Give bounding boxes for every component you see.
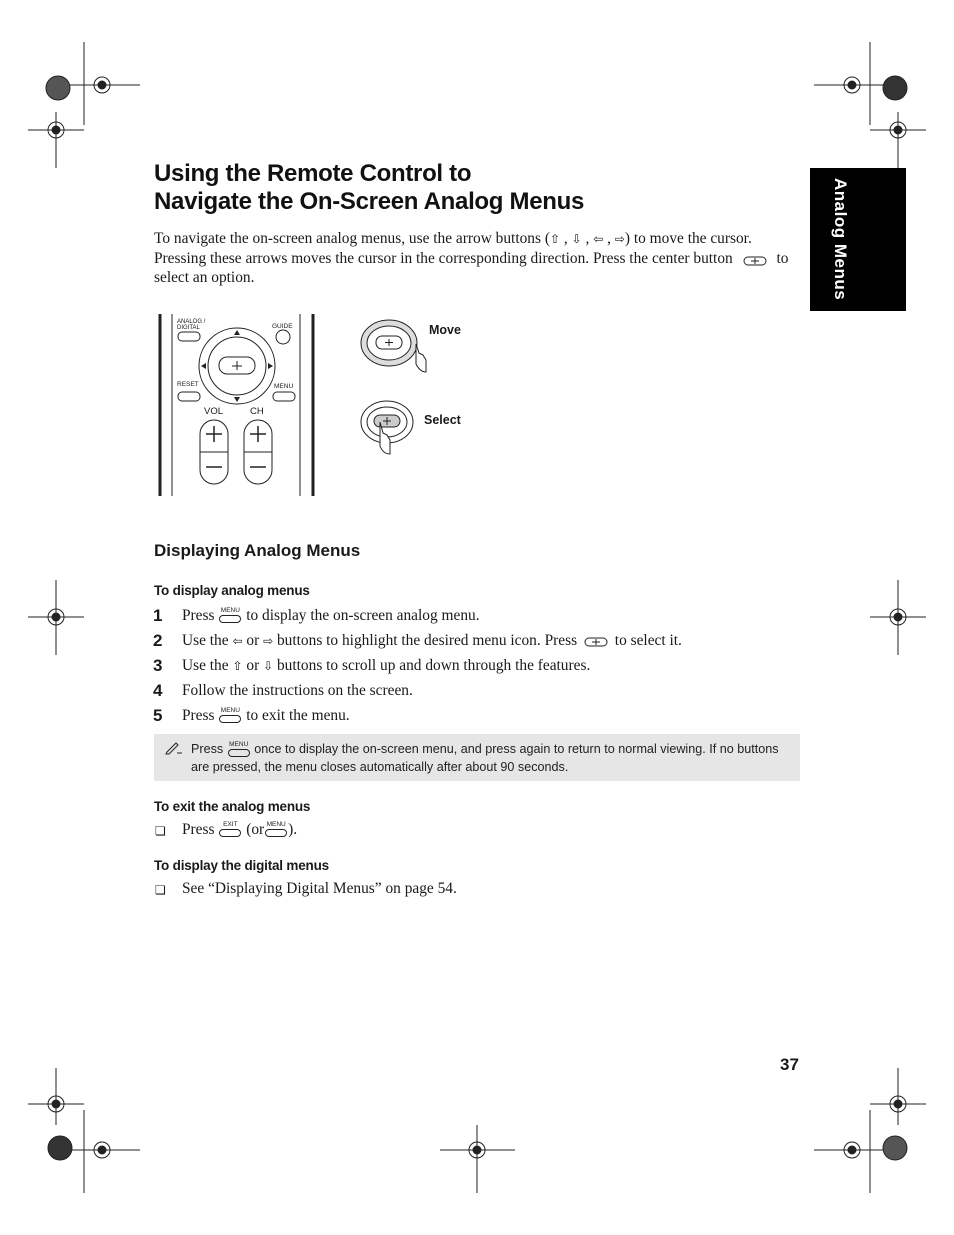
step-number: 1 bbox=[153, 606, 163, 625]
note-post: once to display the on-screen menu, and press again to return to normal viewing. If no buttons are pressed, the menu closes automatically after about 90 seconds. bbox=[191, 742, 779, 774]
menu-button-icon-pill bbox=[219, 615, 241, 623]
section-heading: Displaying Analog Menus bbox=[154, 541, 361, 560]
move-label: Move bbox=[429, 323, 461, 337]
reset-label: RESET bbox=[177, 381, 199, 388]
step-text bbox=[182, 707, 350, 725]
exit-button-icon-pill bbox=[219, 829, 241, 837]
intro-paragraph bbox=[154, 229, 804, 287]
exit-item-mid: (or bbox=[246, 821, 265, 838]
subheading-display: To display analog menus bbox=[154, 583, 310, 598]
step-2-pre: Use the bbox=[182, 632, 229, 649]
exit-item-pre: Press bbox=[182, 821, 215, 838]
step-5-pre: Press bbox=[182, 707, 215, 724]
intro-sep-1: , bbox=[560, 230, 572, 247]
select-figure bbox=[358, 400, 478, 460]
menu-button-icon-label: MENU bbox=[220, 707, 240, 715]
bullet-icon: ❏ bbox=[155, 883, 166, 897]
step-number: 5 bbox=[153, 706, 163, 725]
note-pre: Press bbox=[191, 742, 224, 756]
step-2-post: buttons to highlight the desired menu icon. Press bbox=[276, 632, 578, 649]
remote-control-svg bbox=[158, 314, 318, 498]
move-figure bbox=[358, 318, 478, 378]
step-text bbox=[182, 632, 682, 650]
menu-button-icon-label: MENU bbox=[220, 607, 240, 615]
ch-label: CH bbox=[250, 406, 264, 417]
menu-button-icon bbox=[218, 709, 242, 723]
left-arrow-icon: ⇦ bbox=[593, 232, 604, 246]
step-number: 3 bbox=[153, 656, 163, 675]
remote-control-illustration bbox=[158, 314, 318, 498]
intro-text-1: To navigate the on-screen analog menus, use the arrow buttons ( bbox=[154, 230, 550, 247]
step-5-post: to exit the menu. bbox=[246, 707, 350, 724]
up-arrow-icon: ⇧ bbox=[232, 659, 243, 673]
step-3-pre: Use the bbox=[182, 657, 229, 674]
move-button-svg bbox=[358, 318, 428, 378]
right-arrow-icon: ⇨ bbox=[263, 634, 274, 648]
step-text bbox=[182, 607, 480, 625]
menu-button-icon-pill bbox=[219, 715, 241, 723]
menu-button-icon-pill bbox=[228, 749, 250, 757]
step-1-post: to display the on-screen analog menu. bbox=[246, 607, 480, 624]
center-button-icon bbox=[743, 253, 767, 265]
step-2-mid: or bbox=[246, 632, 260, 649]
page-number: 37 bbox=[780, 1055, 799, 1074]
menu-button-icon bbox=[218, 609, 242, 623]
down-arrow-icon: ⇩ bbox=[263, 659, 274, 673]
digital-item: See “Displaying Digital Menus” on page 54. bbox=[182, 880, 457, 897]
bullet-icon: ❏ bbox=[155, 824, 166, 838]
intro-text-3: to select an option. bbox=[154, 250, 789, 286]
exit-button-icon-label: EXIT bbox=[223, 821, 238, 829]
exit-button-icon bbox=[218, 823, 242, 837]
step-number: 4 bbox=[153, 681, 163, 700]
section-tab bbox=[810, 168, 906, 311]
step-text bbox=[182, 657, 590, 675]
step-3-post: buttons to scroll up and down through the features. bbox=[276, 657, 591, 674]
menu-button-icon bbox=[264, 823, 288, 837]
step-3-mid: or bbox=[246, 657, 260, 674]
subheading-exit: To exit the analog menus bbox=[154, 799, 311, 814]
note-box bbox=[154, 734, 800, 781]
menu-button-icon-label: MENU bbox=[229, 740, 249, 748]
down-arrow-icon: ⇩ bbox=[571, 232, 582, 246]
subheading-digital: To display the digital menus bbox=[154, 858, 329, 873]
guide-label: GUIDE bbox=[272, 323, 293, 330]
menu-button-icon-label: MENU bbox=[266, 821, 286, 829]
center-button-icon bbox=[584, 635, 608, 647]
exit-item bbox=[182, 821, 297, 839]
page-title-line-2: Navigate the On-Screen Analog Menus bbox=[154, 188, 585, 215]
step-number: 2 bbox=[153, 631, 163, 650]
step-1-pre: Press bbox=[182, 607, 215, 624]
exit-item-post: ). bbox=[288, 821, 298, 838]
right-arrow-icon: ⇨ bbox=[614, 232, 625, 246]
up-arrow-icon: ⇧ bbox=[549, 232, 561, 246]
analog-digital-label: ANALOG / DIGITAL bbox=[177, 319, 206, 331]
step-2-post2: to select it. bbox=[614, 632, 682, 649]
menu-label: MENU bbox=[274, 383, 294, 390]
select-label: Select bbox=[424, 413, 461, 427]
section-tab-label: Analog Menus bbox=[831, 178, 850, 301]
page-title bbox=[154, 160, 584, 216]
intro-sep-3: , bbox=[603, 230, 615, 247]
menu-button-icon bbox=[227, 740, 251, 757]
page-title-line-1: Using the Remote Control to bbox=[154, 160, 472, 187]
vol-label: VOL bbox=[204, 406, 224, 417]
note-text bbox=[191, 741, 791, 776]
select-button-svg bbox=[358, 400, 428, 460]
note-pencil-icon bbox=[165, 741, 183, 755]
intro-text-2: ) to move the cursor. Pressing these arrows moves the cursor in the corresponding direction. Press the center button bbox=[154, 230, 752, 267]
left-arrow-icon: ⇦ bbox=[232, 634, 243, 648]
menu-button-icon-pill bbox=[265, 829, 287, 837]
intro-sep-2: , bbox=[581, 230, 594, 247]
step-text: Follow the instructions on the screen. bbox=[182, 682, 413, 699]
